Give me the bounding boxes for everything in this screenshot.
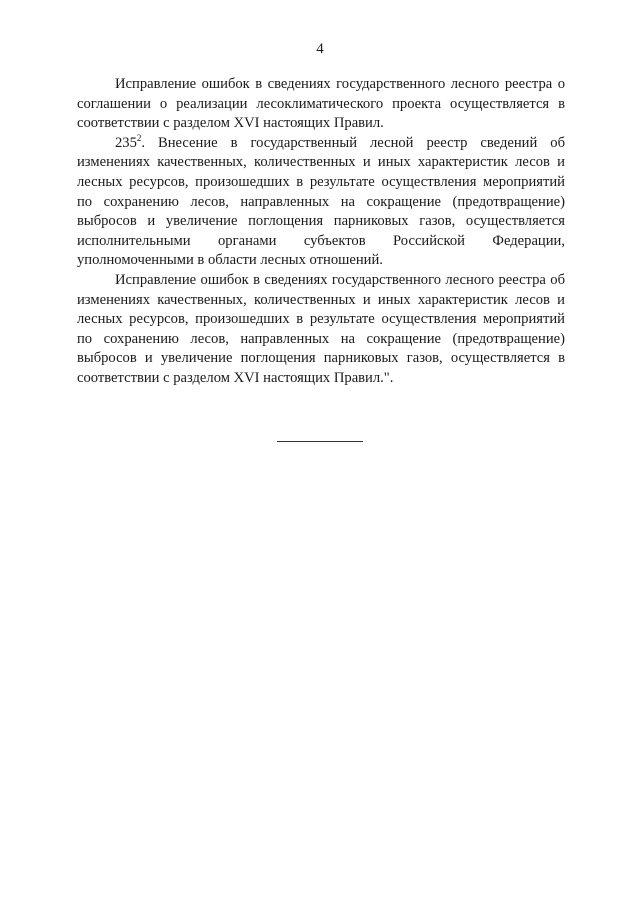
- paragraph-error-correction-changes: Исправление ошибок в сведениях государственного лесного реестра об изменениях качественных, количественных и иных характеристик лесов и лесных ресурсов, произошедших в результате осуществления мероприятий по сохранению лесов, направленных на сокращение (предотвращение) выбросов и увеличение поглощения парниковых газов, осуществляется в соответствии с разделом XVI настоящих Правил.".: [77, 271, 565, 386]
- paragraph-number-superscript: 2: [136, 132, 142, 143]
- paragraph-text: . Внесение в государственный лесной реестр сведений об изменениях качественных, количественных и иных характеристик лесов и лесных ресурсов, произошедших в результате осуществления мероприятий по сохранению лесов, направленных на сокращение (предотвращение) выбросов и увеличение поглощения парниковых газов, осуществляется исполнительными органами субъектов Российской Федерации, уполномоченными в области лесных отношений.: [77, 134, 565, 269]
- document-body: [77, 75, 565, 389]
- paragraph-error-correction-agreement: Исправление ошибок в сведениях государственного лесного реестра о соглашении о реализации лесоклиматического проекта осуществляется в соответствии с разделом XVI настоящих Правил.: [77, 76, 565, 132]
- paragraph-235-2: [77, 134, 565, 271]
- end-divider-line: [277, 441, 363, 442]
- page-number: 4: [316, 41, 324, 57]
- paragraph-number-main: 235: [115, 134, 137, 151]
- paragraph-number: [115, 132, 142, 151]
